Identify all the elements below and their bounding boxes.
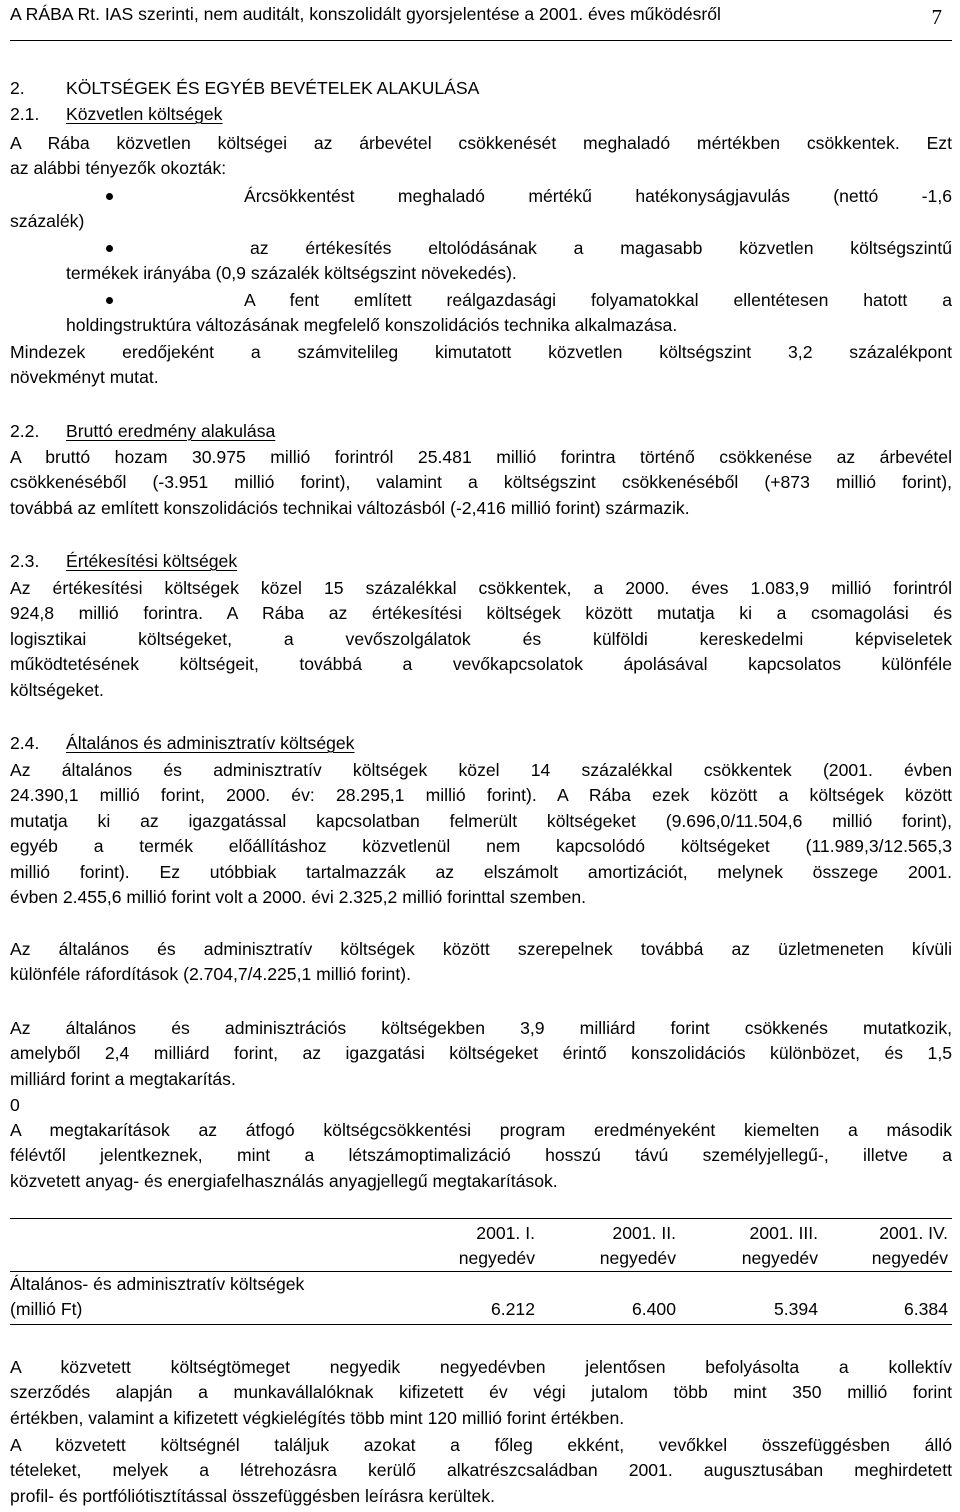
chapter-heading bbox=[10, 76, 952, 101]
column-header-line: negyedév bbox=[599, 1248, 676, 1268]
bullet-icon bbox=[106, 193, 113, 200]
column-header bbox=[680, 1219, 822, 1272]
column-header-line: negyedév bbox=[741, 1248, 818, 1268]
table-cell: 6.400 bbox=[539, 1272, 680, 1325]
bullet-text: Árcsökkentést meghaladó mértékű hatékonyságjavulás (nettó -1,6 bbox=[244, 186, 952, 206]
bullet-item bbox=[10, 288, 952, 339]
text-line: amelyből 2,4 milliárd forint, az igazgatási költségeket érintő konszolidációs különbözet, és 1,5 bbox=[10, 1043, 952, 1064]
table-cell: 6.212 bbox=[398, 1272, 539, 1325]
section-2-3-heading bbox=[10, 549, 952, 574]
bullet-line bbox=[10, 288, 952, 313]
column-header bbox=[398, 1219, 539, 1272]
bullet-item bbox=[10, 236, 952, 287]
section-2-1-heading bbox=[10, 102, 952, 127]
text-line: A közvetett költségtömeget negyedik negyedévben jelentősen befolyásolta a kollektív bbox=[10, 1357, 952, 1377]
text-line: félévtől jelentkeznek, mint a létszámoptimalizáció hosszú távú személyjellegű-, illetve a bbox=[10, 1145, 952, 1166]
column-header-line: 2001. III. bbox=[749, 1223, 818, 1243]
column-header-line: 2001. IV. bbox=[879, 1223, 948, 1243]
section-number: 2.4. bbox=[10, 733, 40, 753]
text-line: mutatja ki az igazgatással kapcsolatban felmerült költségeket (9.696,0/11.504,6 millió forint), bbox=[10, 810, 952, 831]
text-line: millió forint). Ez utóbbiak tartalmazzák az elszámolt amortizációt, melynek összege 2001. bbox=[10, 861, 952, 882]
table-header-row bbox=[10, 1219, 952, 1272]
text-line: A közvetett költségnél találjuk azokat a főleg ekként, vevőkkel összefüggésben álló bbox=[10, 1435, 952, 1455]
bullet-icon bbox=[106, 297, 113, 304]
bullet-line: termékek irányába (0,9 százalék költségszint növekedés). bbox=[66, 263, 517, 284]
text-line: profil- és portfóliótisztítással összefüggésben leírásra kerültek. bbox=[10, 1485, 496, 1506]
section-number: 2.1. bbox=[10, 104, 40, 124]
text-line: szerződés alapján a munkavállalóknak kifizetett év végi jutalom több mint 350 millió forint bbox=[10, 1382, 952, 1403]
running-header bbox=[10, 0, 952, 41]
section-title: Általános és adminisztratív költségek bbox=[66, 733, 355, 753]
text-line: tételeket, melyek a létrehozásra kerülő alkatrészcsaládban 2001. augusztusában meghirdetett bbox=[10, 1460, 952, 1481]
text-line: 24.390,1 millió forint, 2000. év: 28.295,1 millió forint). A Rába ezek között a költségek között bbox=[10, 785, 952, 806]
section-2-4-heading bbox=[10, 731, 952, 756]
section-title: Értékesítési költségek bbox=[66, 551, 238, 571]
bullet-line bbox=[10, 184, 952, 209]
bullet-item bbox=[10, 184, 952, 235]
column-header bbox=[539, 1219, 680, 1272]
section-2-4-paragraph-1 bbox=[10, 758, 952, 910]
text-line: különféle ráfordítások (2.704,7/4.225,1 millió forint). bbox=[10, 964, 411, 985]
text-line: Az értékesítési költségek közel 15 százalékkal csökkentek, a 2000. éves 1.083,9 millió forintról bbox=[10, 578, 952, 598]
section-2-4-paragraph-3 bbox=[10, 1016, 952, 1092]
section-2-2-body bbox=[10, 445, 952, 521]
section-number: 2.2. bbox=[10, 421, 40, 441]
column-header bbox=[822, 1219, 952, 1272]
text-line: csökkenéséből (-3.951 millió forint), valamint a költségszint csökkenéséből (+873 millió forint), bbox=[10, 472, 952, 493]
text-line: évben 2.455,6 millió forint volt a 2000. évi 2.325,2 millió forinttal szemben. bbox=[10, 886, 587, 907]
bullet-line: holdingstruktúra változásának megfelelő konszolidációs technika alkalmazása. bbox=[66, 315, 678, 336]
document-page bbox=[10, 0, 952, 1506]
text-line: Az általános és adminisztratív költségek között szerepelnek továbbá az üzletmeneten kívüli bbox=[10, 939, 952, 959]
text-line: az alábbi tényezők okozták: bbox=[10, 158, 227, 179]
section-2-2-heading bbox=[10, 419, 952, 444]
section-2-1-intro bbox=[10, 131, 952, 182]
page-number: 7 bbox=[931, 5, 942, 29]
section-2-4-paragraph-2 bbox=[10, 937, 952, 988]
quarterly-cost-table bbox=[10, 1218, 952, 1325]
text-line: növekményt mutat. bbox=[10, 367, 159, 388]
section-title: Bruttó eredmény alakulása bbox=[66, 421, 276, 441]
section-2-4-paragraph-4 bbox=[10, 1118, 952, 1194]
column-header-line: negyedév bbox=[458, 1248, 535, 1268]
text-line: A megtakarítások az átfogó költségcsökkentési program eredményeként kiemelten a második bbox=[10, 1120, 952, 1140]
column-header-line: 2001. II. bbox=[612, 1223, 676, 1243]
chapter-title: KÖLTSÉGEK ÉS EGYÉB BEVÉTELEK ALAKULÁSA bbox=[66, 78, 480, 98]
text-line: A bruttó hozam 30.975 millió forintról 25.481 millió forintra történő csökkenése az árbevétel bbox=[10, 447, 952, 467]
text-line: egyéb a termék előállításhoz közvetlenül nem kapcsolódó költségeket (11.989,3/12.565,3 bbox=[10, 836, 952, 857]
table-cell: 5.394 bbox=[680, 1272, 822, 1325]
section-2-1-conclusion bbox=[10, 340, 952, 391]
text-line: költségeket. bbox=[10, 679, 104, 700]
after-table-paragraph-2 bbox=[10, 1433, 952, 1509]
bullet-icon bbox=[106, 245, 113, 252]
text-line: értékben, valamint a kifizetett végkielégítés több mint 120 millió forint értékben. bbox=[10, 1407, 625, 1428]
table-corner-cell bbox=[10, 1219, 398, 1272]
text-line: Az általános és adminisztratív költségek közel 14 százalékkal csökkentek (2001. évben bbox=[10, 760, 952, 780]
text-line: működtetésének költségeit, továbbá a vevőkapcsolatok ápolásával kapcsolatos különféle bbox=[10, 654, 952, 675]
column-header-line: 2001. I. bbox=[476, 1223, 535, 1243]
row-label-line: (millió Ft) bbox=[10, 1299, 83, 1319]
text-line: közvetett anyag- és energiafelhasználás anyagjellegű megtakarítások. bbox=[10, 1170, 558, 1191]
section-2-3-body bbox=[10, 576, 952, 703]
chapter-number: 2. bbox=[10, 78, 25, 98]
section-title: Közvetlen költségek bbox=[66, 104, 223, 124]
text-line: logisztikai költségeket, a vevőszolgálatok és külföldi kereskedelmi képviseletek bbox=[10, 628, 952, 649]
header-title: A RÁBA Rt. IAS szerinti, nem auditált, konszolidált gyorsjelentése a 2001. éves működésről bbox=[10, 4, 721, 24]
text-line: Az általános és adminisztrációs költségekben 3,9 milliárd forint csökkenés mutatkozik, bbox=[10, 1018, 952, 1038]
bullet-line bbox=[10, 236, 952, 261]
row-label-line: Általános- és adminisztratív költségek bbox=[10, 1274, 305, 1294]
text-line: milliárd forint a megtakarítás. bbox=[10, 1068, 236, 1089]
stray-zero: 0 bbox=[10, 1095, 20, 1115]
table-row bbox=[10, 1272, 952, 1325]
section-number: 2.3. bbox=[10, 551, 40, 571]
column-header-line: negyedév bbox=[871, 1248, 948, 1268]
text-line: 924,8 millió forintra. A Rába az értékesítési költségek között mutatja ki a csomagolási és bbox=[10, 603, 952, 624]
bullet-line: százalék) bbox=[10, 211, 85, 232]
after-table-paragraph-1 bbox=[10, 1355, 952, 1431]
text-line: továbbá az említett konszolidációs technikai változásból (-2,416 millió forint) származik. bbox=[10, 497, 690, 518]
text-line: A Rába közvetlen költségei az árbevétel csökkenését meghaladó mértékben csökkentek. Ezt bbox=[10, 133, 952, 153]
text-line: Mindezek eredőjeként a számvitelileg kimutatott közvetlen költségszint 3,2 százalékpont bbox=[10, 342, 952, 362]
bullet-text: A fent említett reálgazdasági folyamatokkal ellentétesen hatott a bbox=[244, 290, 952, 310]
row-label bbox=[10, 1272, 398, 1325]
bullet-text: az értékesítés eltolódásának a magasabb közvetlen költségszintű bbox=[250, 238, 952, 258]
table-cell: 6.384 bbox=[822, 1272, 952, 1325]
